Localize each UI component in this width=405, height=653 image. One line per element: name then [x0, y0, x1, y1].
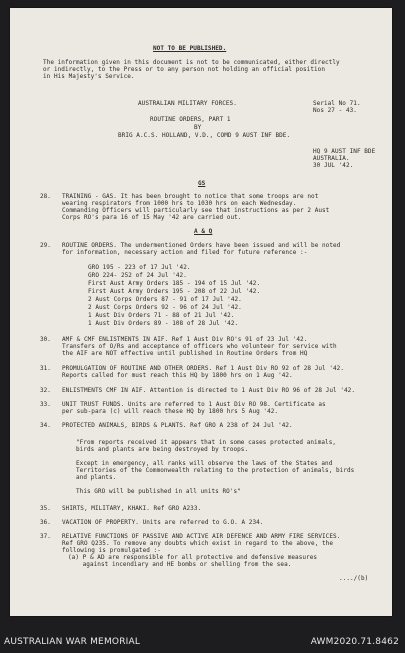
item-29-line: ROUTINE ORDERS. The undermentioned Orders have been issued and will be noted — [62, 242, 341, 249]
archive-reference: AWM2020.71.8462 — [310, 637, 399, 647]
notice-line-3: in His Majesty's Service. — [43, 73, 135, 80]
item-37-line: Ref GRO Q235. To remove any doubts which exist in regard to the above, the — [62, 540, 334, 547]
orders-list-item: First Aust Army Orders 185 - 194 of 15 Jul '42. — [88, 280, 261, 287]
item-34-line: PROTECTED ANIMALS, BIRDS & PLANTS. Ref GRO A 238 of 24 Jul '42. — [62, 422, 293, 429]
quote-line: Except in emergency, all ranks will observe the laws of the States and — [76, 460, 333, 467]
item-28-line: TRAINING - GAS. It has been brought to notice that some troops are not — [62, 193, 319, 200]
item-28-line: Corps RO's para 16 of 15 May '42 are carried out. — [62, 214, 242, 221]
item-number: 34. — [40, 422, 51, 429]
item-37-line: against incendiary and HE bombs or shelling from the sea. — [68, 561, 292, 568]
item-number: 31. — [40, 365, 51, 372]
quote-line: Territories of the Commonwealth relating to the protection of animals, birds — [76, 467, 355, 474]
document-page — [10, 8, 392, 616]
item-number: 32. — [40, 387, 51, 394]
orders-list-item: GRO 195 - 223 of 17 Jul '42. — [88, 264, 191, 271]
item-28-line: wearing respirators from 1000 hrs to 1030 hrs on each Wednesday. — [62, 200, 297, 207]
item-30-line: AMF & CMF ENLISTMENTS IN AIF. Ref 1 Aust Div RO's 91 of 23 Jul '42. — [62, 336, 308, 343]
item-28-line: Commanding Officers will particularly see that instructions as per 2 Aust — [62, 207, 330, 214]
item-37-line: following is promulgated :- — [62, 547, 161, 554]
orders-list-item: 1 Aust Div Orders 71 - 88 of 21 Jul '42. — [88, 312, 235, 319]
notice-line-2: or indirectly, to the Press or to any person not holding an official position — [43, 66, 325, 73]
orders-list-item: 1 Aust Div Orders 89 - 108 of 28 Jul '42. — [88, 320, 239, 327]
item-35-line: SHIRTS, MILITARY, KHAKI. Ref GRO A233. — [62, 505, 202, 512]
item-31-line: Reports called for must reach this HQ by 1800 hrs on 1 Aug '42. — [62, 372, 293, 379]
document-title: NOT TO BE PUBLISHED. — [153, 45, 227, 52]
item-36-line: VACATION OF PROPERTY. Units are referred to G.O. A 234. — [62, 519, 264, 526]
orders-list-item: 2 Aust Corps Orders 92 - 96 of 24 Jul '42. — [88, 304, 242, 311]
force-heading: AUSTRALIAN MILITARY FORCES. — [138, 100, 237, 107]
archive-name: AUSTRALIAN WAR MEMORIAL — [4, 637, 141, 647]
item-33-line: UNIT TRUST FUNDS. Units are referred to 1 Aust Div RO 98. Certificate as — [62, 401, 326, 408]
quote-line: birds and plants are being destroyed by troops. — [76, 446, 249, 453]
hq-line-1: HQ 9 AUST INF BDE — [313, 148, 376, 155]
quote-line: "From reports received it appears that in some cases protected animals, — [76, 439, 337, 446]
item-number: 29. — [40, 242, 51, 249]
item-30-line: the AIF are NOT effective until published in Routine Orders from HQ — [62, 350, 308, 357]
order-numbers: Nos 27 - 43. — [313, 107, 357, 114]
item-37-line: (a) P & AD are responsible for all protective and defensive measures — [68, 554, 318, 561]
hq-line-2: AUSTRALIA. — [313, 155, 350, 162]
archive-footer — [0, 620, 405, 653]
item-number: 30. — [40, 336, 51, 343]
serial-number: Serial No 71. — [313, 100, 361, 107]
orders-list-item: First Aust Army Orders 195 - 208 of 22 Jul '42. — [88, 288, 261, 295]
by-line: BY — [194, 124, 202, 131]
item-number: 33. — [40, 401, 51, 408]
item-30-line: Transfers of O/Rs and acceptance of officers who volunteer for service with — [62, 343, 337, 350]
commander-line: BRIG A.C.S. HOLLAND, V.D., COMD 9 AUST INF BDE. — [118, 132, 291, 139]
item-number: 28. — [40, 193, 51, 200]
orders-list-item: 2 Aust Corps Orders 87 - 91 of 17 Jul '42. — [88, 296, 242, 303]
orders-list-item: GRO 224- 252 of 24 Jul '42. — [88, 272, 187, 279]
item-number: 35. — [40, 505, 51, 512]
item-33-line: per sub-para (c) will reach these HQ by 1800 hrs 5 Aug '42. — [62, 408, 279, 415]
item-32-line: ENLISTMENTS CMF IN AIF. Attention is directed to 1 Aust Div RO 96 of 28 Jul '42. — [62, 387, 355, 394]
quote-line: and plants. — [76, 474, 117, 481]
routine-orders-heading: ROUTINE ORDERS, PART 1 — [150, 116, 231, 123]
item-29-line: for information, necessary action and filed for future reference :- — [62, 249, 308, 256]
continued-marker: ..../(b) — [339, 575, 369, 582]
section-aq: A & Q — [194, 228, 213, 235]
item-number: 37. — [40, 533, 51, 540]
item-31-line: PROMULGATION OF ROUTINE AND OTHER ORDERS. Ref 1 Aust Div RO 92 of 28 Jul '42. — [62, 365, 344, 372]
item-37-line: RELATIVE FUNCTIONS OF PASSIVE AND ACTIVE AIR DEFENCE AND ARMY FIRE SERVICES. — [62, 533, 341, 540]
hq-date: 30 JUL '42. — [313, 162, 354, 169]
notice-line-1: The information given in this document is not to be communicated, either directly — [43, 59, 340, 66]
item-number: 36. — [40, 519, 51, 526]
quote-line: This GRO will be published in all units RO's" — [76, 488, 241, 495]
section-gs: GS — [198, 180, 206, 187]
